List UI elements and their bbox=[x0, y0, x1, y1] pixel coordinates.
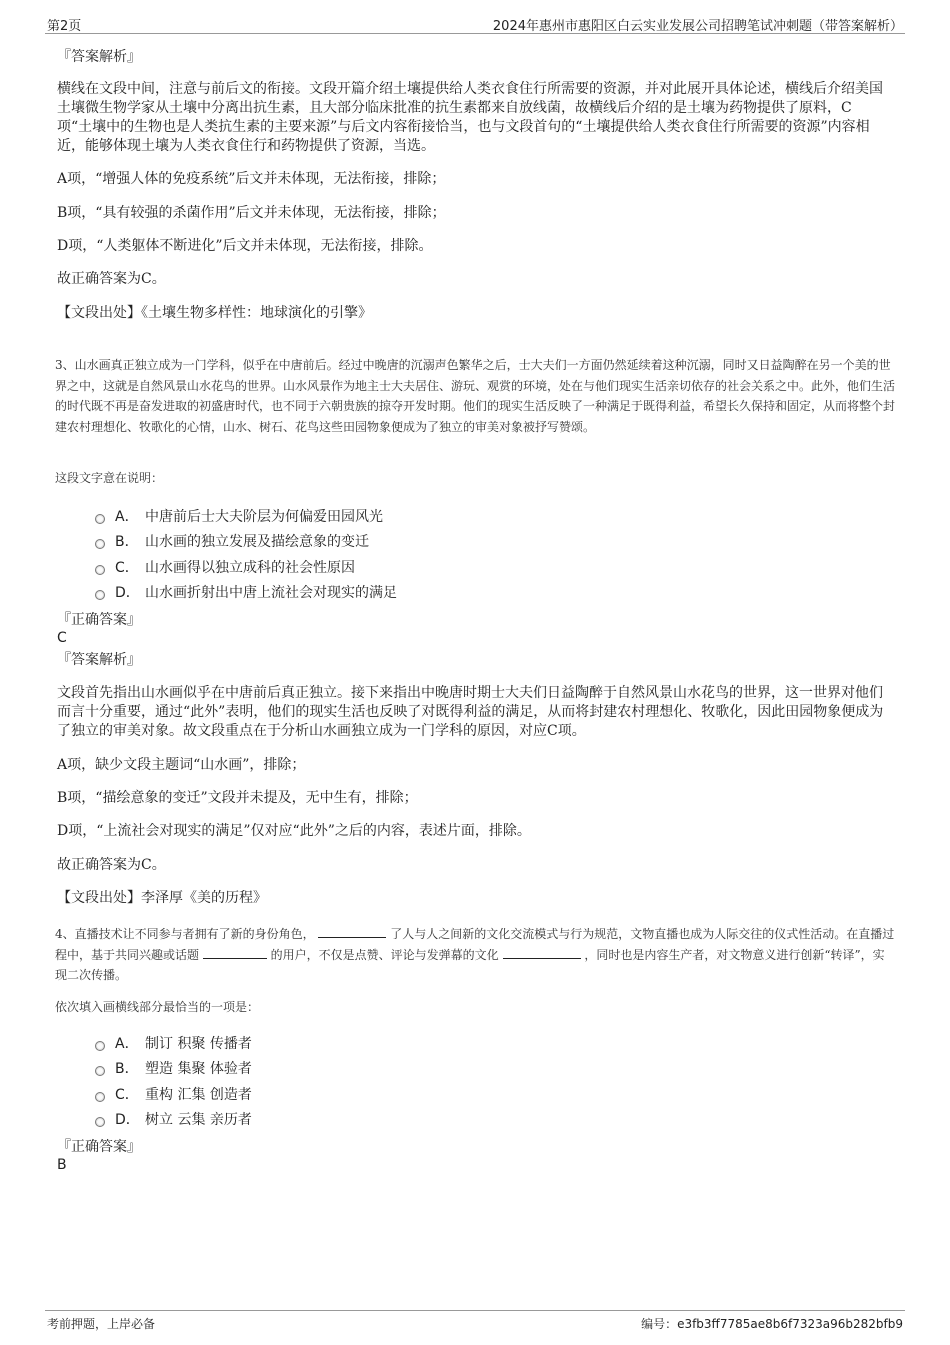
q3-analysis-text: 文段首先指出山水画似乎在中唐前后真正独立。接下来指出中晚唐时期士大夫们日益陶醉于自然风景山水花鸟的世界，这一世界对他们而言十分重要，通过“此外”表明，他们的现实生活也反映了对既得利益的满足，从而将封建农村理想化、牧歌化，因此田园物象便成为了独立的审美对象。故文段重点在于分析山水画独立成为一门学科的原因，对应C项。 bbox=[57, 685, 884, 739]
radio-icon[interactable] bbox=[95, 590, 105, 600]
radio-icon[interactable] bbox=[95, 1041, 105, 1051]
q4-option-b[interactable]: B． 塑造 集聚 体验者 bbox=[95, 1056, 252, 1082]
q3-option-d[interactable]: D． 山水画折射出中唐上流社会对现实的满足 bbox=[95, 580, 397, 606]
q3-answer: C bbox=[57, 630, 67, 646]
q3-source: 【文段出处】李泽厚《美的历程》 bbox=[57, 890, 267, 906]
q4-answer-label: 『正确答案』 bbox=[57, 1139, 141, 1155]
q3-option-a-analysis: A项，缺少文段主题词“山水画”，排除； bbox=[57, 757, 306, 773]
q3-analysis-label: 『答案解析』 bbox=[57, 652, 141, 668]
q3-option-a[interactable]: A． 中唐前后士大夫阶层为何偏爱田园风光 bbox=[95, 503, 397, 529]
q2-option-b-analysis: B项，“具有较强的杀菌作用”后文并未体现，无法衔接，排除； bbox=[57, 205, 446, 221]
q4-blank-3 bbox=[503, 947, 581, 959]
q3-question: 这段文字意在说明： bbox=[55, 471, 164, 485]
q3-option-b[interactable]: B． 山水画的独立发展及描绘意象的变迁 bbox=[95, 529, 397, 555]
page-footer bbox=[45, 1310, 905, 1331]
radio-icon[interactable] bbox=[95, 565, 105, 575]
q2-analysis-label: 『答案解析』 bbox=[57, 49, 141, 65]
radio-icon[interactable] bbox=[95, 1117, 105, 1127]
page-header bbox=[45, 12, 905, 34]
radio-icon[interactable] bbox=[95, 1092, 105, 1102]
q2-source: 【文段出处】《土壤生物多样性：地球演化的引擎》 bbox=[57, 305, 372, 321]
q3-conclusion: 故正确答案为C。 bbox=[57, 857, 166, 873]
option-text: 塑造 集聚 体验者 bbox=[145, 1061, 252, 1078]
q3-options bbox=[95, 503, 397, 605]
option-text: 山水画折射出中唐上流社会对现实的满足 bbox=[145, 585, 397, 602]
q3-option-d-analysis: D项，“上流社会对现实的满足”仅对应“此外”之后的内容，表述片面，排除。 bbox=[57, 823, 531, 839]
option-text: 重构 汇集 创造者 bbox=[145, 1086, 252, 1103]
q3-stem: 3、山水画真正独立成为一门学科，似乎在中唐前后。经过中晚唐的沉溺声色繁华之后，士大夫们一方面仍然延续着这种沉溺，同时又日益陶醉在另一个美的世界之中，这就是自然风景山水花鸟的世界。山水风景作为地主士大夫居住、游玩、观赏的环境，处在与他们现实生活亲切依存的社会关系之中。此外，他们生活的时代既不再是奋发进取的初盛唐时代，也不同于六朝贵族的掠夺开发时期。他们的现实生活反映了一种满足于既得利益，希望长久保持和固定，从而将整个封建农村理想化、牧歌化的心情，山水、树石、花鸟这些田园物象便成为了独立的审美对象被抒写赞颂。 bbox=[55, 358, 896, 434]
document-code: 编号：e3fb3ff7785ae8b6f7323a96b282bfb9 bbox=[641, 1317, 903, 1331]
radio-icon[interactable] bbox=[95, 539, 105, 549]
q4-options bbox=[95, 1030, 252, 1132]
footer-slogan: 考前押题，上岸必备 bbox=[47, 1317, 156, 1331]
q4-stem: 4、直播技术让不同参与者拥有了新的身份角色， 了人与人之间新的文化交流模式与行为规范，文物直播也成为人际交往的仪式性活动。在直播过程中，基于共同兴趣或话题 的用户，不仅是点赞、评论与发弹幕的文化 ，同时也是内容生产者，对文物意义进行创新“转译”，实现二次传播。 bbox=[55, 927, 895, 982]
q3-answer-label: 『正确答案』 bbox=[57, 612, 141, 628]
q3-option-c[interactable]: C． 山水画得以独立成科的社会性原因 bbox=[95, 554, 397, 580]
q4-option-d[interactable]: D． 树立 云集 亲历者 bbox=[95, 1107, 252, 1133]
q2-conclusion: 故正确答案为C。 bbox=[57, 271, 166, 287]
option-text: 树立 云集 亲历者 bbox=[145, 1112, 252, 1129]
option-text: 山水画的独立发展及描绘意象的变迁 bbox=[145, 534, 369, 551]
q4-answer: B bbox=[57, 1157, 67, 1173]
q4-question: 依次填入画横线部分最恰当的一项是： bbox=[55, 1000, 260, 1014]
radio-icon[interactable] bbox=[95, 514, 105, 524]
document-title: 2024年惠州市惠阳区白云实业发展公司招聘笔试冲刺题（带答案解析） bbox=[492, 19, 903, 34]
q4-option-a[interactable]: A． 制订 积聚 传播者 bbox=[95, 1030, 252, 1056]
q4-option-c[interactable]: C． 重构 汇集 创造者 bbox=[95, 1081, 252, 1107]
option-text: 制订 积聚 传播者 bbox=[145, 1035, 252, 1052]
option-text: 山水画得以独立成科的社会性原因 bbox=[145, 559, 355, 576]
q2-option-d-analysis: D项，“人类躯体不断进化”后文并未体现，无法衔接，排除。 bbox=[57, 238, 433, 254]
option-text: 中唐前后士大夫阶层为何偏爱田园风光 bbox=[145, 508, 383, 525]
radio-icon[interactable] bbox=[95, 1066, 105, 1076]
page-number: 第2页 bbox=[47, 19, 82, 34]
q4-blank-2 bbox=[203, 947, 267, 959]
q2-option-a-analysis: A项，“增强人体的免疫系统”后文并未体现，无法衔接，排除； bbox=[57, 171, 446, 187]
q3-option-b-analysis: B项，“描绘意象的变迁”文段并未提及，无中生有，排除； bbox=[57, 790, 418, 806]
q2-analysis-text: 横线在文段中间，注意与前后文的衔接。文段开篇介绍土壤提供给人类衣食住行所需要的资源，并对此展开具体论述，横线后介绍美国土壤微生物学家从土壤中分离出抗生素，且大部分临床批准的抗生素都来自放线菌，故横线后介绍的是土壤为药物提供了原料，C项“土壤中的生物也是人类抗生素的主要来源”与后文内容衔接恰当，也与文段首句的“土壤提供给人类衣食住行所需要的资源”内容相近，能够体现土壤为人类衣食住行和药物提供了资源，当选。 bbox=[57, 81, 883, 154]
q4-blank-1 bbox=[318, 926, 386, 938]
